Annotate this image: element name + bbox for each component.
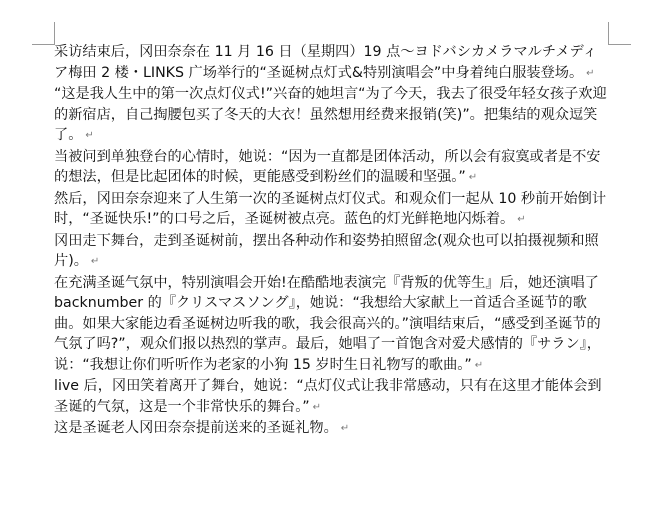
paragraph[interactable] xyxy=(54,273,610,377)
paragraph-text: “这是我人生中的第一次点灯仪式!”兴奋的她坦言“为了今天，我去了很受年轻女孩子欢迎的新宿店，自己掏腰包买了冬天的大衣！虽然想用经费来报销(笑)”。把集结的观众逗笑了。 xyxy=(54,86,607,143)
paragraph[interactable] xyxy=(54,84,610,147)
paragraph-mark-icon: ↵ xyxy=(468,172,478,183)
paragraph-mark-icon: ↵ xyxy=(312,401,322,413)
paragraph-mark-icon: ↵ xyxy=(340,423,350,434)
document-body[interactable] xyxy=(54,42,610,440)
paragraph[interactable] xyxy=(54,376,610,418)
paragraph[interactable] xyxy=(54,189,610,231)
paragraph-mark-icon: ↵ xyxy=(474,359,484,371)
margin-corner-mark-top-left xyxy=(32,22,55,45)
paragraph[interactable] xyxy=(54,231,610,273)
paragraph-text: live 后，冈田笑着离开了舞台，她说：“点灯仪式让我非常感动，只有在这里才能体会到圣诞的气氛，这是一个非常快乐的舞台。” xyxy=(54,378,602,415)
paragraph[interactable] xyxy=(54,42,610,84)
paragraph[interactable] xyxy=(54,147,610,189)
paragraph[interactable] xyxy=(54,418,610,440)
paragraph-mark-icon: ↵ xyxy=(517,214,526,225)
paragraph-text: 冈田走下舞台，走到圣诞树前，摆出各种动作和姿势拍照留念(观众也可以拍摄视频和照片)。 xyxy=(54,232,599,269)
paragraph-text: 采访结束后，冈田奈奈在 11 月 16 日（星期四）19 点～ヨドバシカメラマルチメディア梅田 2 楼・LINKS 广场举行的“圣诞树点灯式&特别演唱会”中身着纯白服装登场。 xyxy=(54,44,597,81)
paragraph-text: 当被问到单独登台的心情时，她说：“因为一直都是团体活动，所以会有寂寞或者是不安的想法，但是比起团体的时候，更能感受到粉丝们的温暖和坚强。” xyxy=(54,148,601,185)
paragraph-mark-icon: ↵ xyxy=(90,256,100,267)
paragraph-text: 然后，冈田奈奈迎来了人生第一次的圣诞树点灯仪式。和观众们一起从 10 秒前开始倒计时，“圣诞快乐!”的口号之后，圣诞树被点亮。蓝色的灯光鲜艳地闪烁着。 xyxy=(54,190,607,227)
paragraph-text: 在充满圣诞气氛中，特别演唱会开始!在酷酷地表演完『背叛的优等生』后，她还演唱了 backnumber 的『クリスマスソング』，她说：“我想给大家献上一首适合圣诞节的歌曲。如果大家能边看圣诞树边听我的歌，我会很高兴的。”演唱结束后，“感受到圣诞节的气氛了吗?”，观众们报以热烈的掌声。最后，她唱了一首饱含对爱犬感情的『サラン』，说：“我想让你们听听作为老家的小狗 15 岁时生日礼物写的歌曲。” xyxy=(54,274,601,373)
paragraph-mark-icon: ↵ xyxy=(586,67,595,79)
margin-corner-mark-top-right xyxy=(608,22,631,45)
paragraph-text: 这是圣诞老人冈田奈奈提前送来的圣诞礼物。 xyxy=(54,420,338,436)
paragraph-mark-icon: ↵ xyxy=(85,130,94,141)
